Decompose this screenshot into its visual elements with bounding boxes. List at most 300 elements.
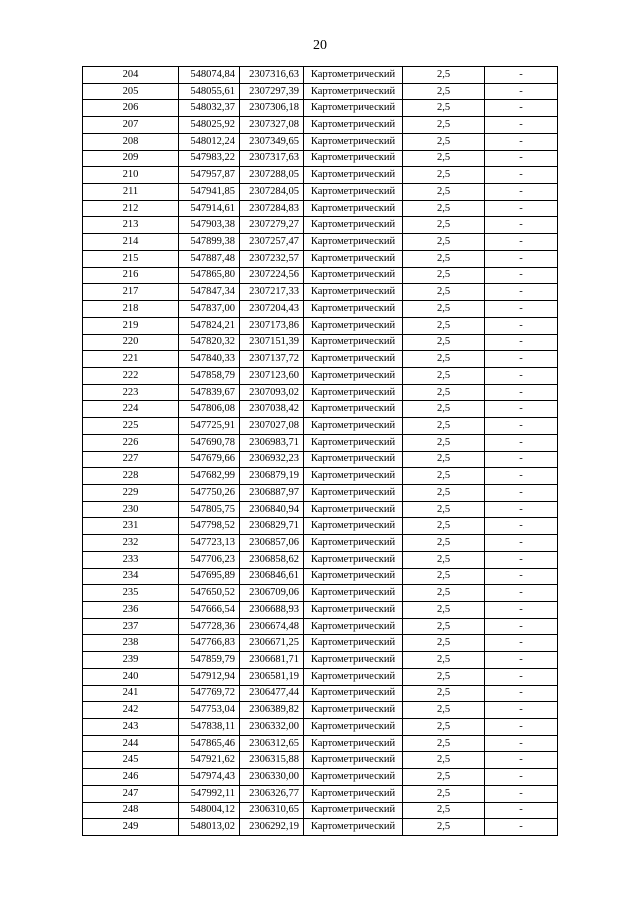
x-coordinate-cell: 547992,11 — [179, 785, 240, 802]
method-cell: Картометрический — [304, 250, 403, 267]
point-number-cell: 213 — [83, 217, 179, 234]
x-coordinate-cell: 547899,38 — [179, 234, 240, 251]
accuracy-cell: 2,5 — [403, 685, 485, 702]
table-row — [83, 284, 558, 301]
table-row — [83, 150, 558, 167]
x-coordinate-cell: 547769,72 — [179, 685, 240, 702]
method-cell: Картометрический — [304, 301, 403, 318]
table-row — [83, 668, 558, 685]
method-cell: Картометрический — [304, 150, 403, 167]
accuracy-cell: 2,5 — [403, 367, 485, 384]
table-row — [83, 301, 558, 318]
note-cell: - — [485, 418, 558, 435]
y-coordinate-cell: 2307137,72 — [240, 351, 304, 368]
y-coordinate-cell: 2307217,33 — [240, 284, 304, 301]
method-cell: Картометрический — [304, 635, 403, 652]
method-cell: Картометрический — [304, 685, 403, 702]
page-number: 20 — [313, 38, 327, 53]
y-coordinate-cell: 2306983,71 — [240, 434, 304, 451]
x-coordinate-cell: 548074,84 — [179, 67, 240, 84]
point-number-cell: 236 — [83, 602, 179, 619]
method-cell: Картометрический — [304, 785, 403, 802]
note-cell: - — [485, 267, 558, 284]
table-row — [83, 434, 558, 451]
point-number-cell: 208 — [83, 133, 179, 150]
accuracy-cell: 2,5 — [403, 117, 485, 134]
method-cell: Картометрический — [304, 117, 403, 134]
y-coordinate-cell: 2306858,62 — [240, 551, 304, 568]
x-coordinate-cell: 547723,13 — [179, 535, 240, 552]
note-cell: - — [485, 334, 558, 351]
method-cell: Картометрический — [304, 518, 403, 535]
note-cell: - — [485, 785, 558, 802]
x-coordinate-cell: 547838,11 — [179, 719, 240, 736]
point-number-cell: 223 — [83, 384, 179, 401]
note-cell: - — [485, 668, 558, 685]
note-cell: - — [485, 468, 558, 485]
method-cell: Картометрический — [304, 668, 403, 685]
note-cell: - — [485, 752, 558, 769]
method-cell: Картометрический — [304, 602, 403, 619]
x-coordinate-cell: 547798,52 — [179, 518, 240, 535]
method-cell: Картометрический — [304, 434, 403, 451]
method-cell: Картометрический — [304, 618, 403, 635]
accuracy-cell: 2,5 — [403, 100, 485, 117]
point-number-cell: 225 — [83, 418, 179, 435]
note-cell: - — [485, 284, 558, 301]
note-cell: - — [485, 367, 558, 384]
x-coordinate-cell: 547865,46 — [179, 735, 240, 752]
x-coordinate-cell: 547912,94 — [179, 668, 240, 685]
note-cell: - — [485, 719, 558, 736]
table-row — [83, 167, 558, 184]
accuracy-cell: 2,5 — [403, 501, 485, 518]
accuracy-cell: 2,5 — [403, 451, 485, 468]
table-row — [83, 769, 558, 786]
note-cell: - — [485, 351, 558, 368]
x-coordinate-cell: 547753,04 — [179, 702, 240, 719]
accuracy-cell: 2,5 — [403, 418, 485, 435]
y-coordinate-cell: 2306315,88 — [240, 752, 304, 769]
x-coordinate-cell: 547650,52 — [179, 585, 240, 602]
method-cell: Картометрический — [304, 819, 403, 836]
point-number-cell: 224 — [83, 401, 179, 418]
note-cell: - — [485, 618, 558, 635]
table-row — [83, 367, 558, 384]
x-coordinate-cell: 547974,43 — [179, 769, 240, 786]
method-cell: Картометрический — [304, 184, 403, 201]
accuracy-cell: 2,5 — [403, 769, 485, 786]
table-row — [83, 217, 558, 234]
table-row — [83, 719, 558, 736]
y-coordinate-cell: 2307093,02 — [240, 384, 304, 401]
x-coordinate-cell: 547820,32 — [179, 334, 240, 351]
method-cell: Картометрический — [304, 468, 403, 485]
note-cell: - — [485, 585, 558, 602]
x-coordinate-cell: 547865,80 — [179, 267, 240, 284]
accuracy-cell: 2,5 — [403, 184, 485, 201]
point-number-cell: 227 — [83, 451, 179, 468]
note-cell: - — [485, 702, 558, 719]
table-row — [83, 117, 558, 134]
x-coordinate-cell: 547941,85 — [179, 184, 240, 201]
x-coordinate-cell: 547957,87 — [179, 167, 240, 184]
table-row — [83, 384, 558, 401]
accuracy-cell: 2,5 — [403, 217, 485, 234]
x-coordinate-cell: 547847,34 — [179, 284, 240, 301]
method-cell: Картометрический — [304, 719, 403, 736]
point-number-cell: 239 — [83, 652, 179, 669]
method-cell: Картометрический — [304, 217, 403, 234]
table-row — [83, 735, 558, 752]
table-row — [83, 133, 558, 150]
point-number-cell: 235 — [83, 585, 179, 602]
point-number-cell: 207 — [83, 117, 179, 134]
y-coordinate-cell: 2307317,63 — [240, 150, 304, 167]
accuracy-cell: 2,5 — [403, 200, 485, 217]
y-coordinate-cell: 2307151,39 — [240, 334, 304, 351]
accuracy-cell: 2,5 — [403, 719, 485, 736]
y-coordinate-cell: 2307038,42 — [240, 401, 304, 418]
x-coordinate-cell: 548032,37 — [179, 100, 240, 117]
table-row — [83, 484, 558, 501]
note-cell: - — [485, 535, 558, 552]
table-row — [83, 568, 558, 585]
x-coordinate-cell: 547805,75 — [179, 501, 240, 518]
accuracy-cell: 2,5 — [403, 752, 485, 769]
point-number-cell: 243 — [83, 719, 179, 736]
accuracy-cell: 2,5 — [403, 250, 485, 267]
y-coordinate-cell: 2306887,97 — [240, 484, 304, 501]
coordinates-table-body — [83, 67, 558, 836]
accuracy-cell: 2,5 — [403, 301, 485, 318]
accuracy-cell: 2,5 — [403, 317, 485, 334]
x-coordinate-cell: 547750,26 — [179, 484, 240, 501]
point-number-cell: 204 — [83, 67, 179, 84]
table-row — [83, 752, 558, 769]
accuracy-cell: 2,5 — [403, 133, 485, 150]
accuracy-cell: 2,5 — [403, 568, 485, 585]
y-coordinate-cell: 2306674,48 — [240, 618, 304, 635]
x-coordinate-cell: 548013,02 — [179, 819, 240, 836]
point-number-cell: 229 — [83, 484, 179, 501]
y-coordinate-cell: 2307224,56 — [240, 267, 304, 284]
x-coordinate-cell: 547682,99 — [179, 468, 240, 485]
y-coordinate-cell: 2306846,61 — [240, 568, 304, 585]
y-coordinate-cell: 2307173,86 — [240, 317, 304, 334]
note-cell: - — [485, 635, 558, 652]
note-cell: - — [485, 150, 558, 167]
x-coordinate-cell: 547859,79 — [179, 652, 240, 669]
point-number-cell: 206 — [83, 100, 179, 117]
note-cell: - — [485, 184, 558, 201]
point-number-cell: 212 — [83, 200, 179, 217]
table-row — [83, 418, 558, 435]
y-coordinate-cell: 2307257,47 — [240, 234, 304, 251]
table-row — [83, 451, 558, 468]
x-coordinate-cell: 548025,92 — [179, 117, 240, 134]
y-coordinate-cell: 2306879,19 — [240, 468, 304, 485]
table-row — [83, 100, 558, 117]
table-row — [83, 551, 558, 568]
note-cell: - — [485, 100, 558, 117]
accuracy-cell: 2,5 — [403, 551, 485, 568]
method-cell: Картометрический — [304, 769, 403, 786]
x-coordinate-cell: 547690,78 — [179, 434, 240, 451]
x-coordinate-cell: 547914,61 — [179, 200, 240, 217]
x-coordinate-cell: 547903,38 — [179, 217, 240, 234]
y-coordinate-cell: 2306310,65 — [240, 802, 304, 819]
note-cell: - — [485, 518, 558, 535]
point-number-cell: 217 — [83, 284, 179, 301]
method-cell: Картометрический — [304, 133, 403, 150]
coordinates-table — [82, 66, 558, 836]
x-coordinate-cell: 547887,48 — [179, 250, 240, 267]
point-number-cell: 240 — [83, 668, 179, 685]
point-number-cell: 215 — [83, 250, 179, 267]
method-cell: Картометрический — [304, 401, 403, 418]
accuracy-cell: 2,5 — [403, 535, 485, 552]
y-coordinate-cell: 2307204,43 — [240, 301, 304, 318]
note-cell: - — [485, 217, 558, 234]
table-row — [83, 819, 558, 836]
point-number-cell: 249 — [83, 819, 179, 836]
x-coordinate-cell: 547839,67 — [179, 384, 240, 401]
accuracy-cell: 2,5 — [403, 618, 485, 635]
point-number-cell: 211 — [83, 184, 179, 201]
table-row — [83, 334, 558, 351]
accuracy-cell: 2,5 — [403, 785, 485, 802]
y-coordinate-cell: 2307297,39 — [240, 83, 304, 100]
table-row — [83, 200, 558, 217]
point-number-cell: 234 — [83, 568, 179, 585]
table-row — [83, 802, 558, 819]
method-cell: Картометрический — [304, 334, 403, 351]
y-coordinate-cell: 2306681,71 — [240, 652, 304, 669]
accuracy-cell: 2,5 — [403, 284, 485, 301]
accuracy-cell: 2,5 — [403, 802, 485, 819]
table-row — [83, 585, 558, 602]
point-number-cell: 220 — [83, 334, 179, 351]
x-coordinate-cell: 548055,61 — [179, 83, 240, 100]
y-coordinate-cell: 2307279,27 — [240, 217, 304, 234]
y-coordinate-cell: 2307349,65 — [240, 133, 304, 150]
y-coordinate-cell: 2306389,82 — [240, 702, 304, 719]
x-coordinate-cell: 547666,54 — [179, 602, 240, 619]
x-coordinate-cell: 547921,62 — [179, 752, 240, 769]
accuracy-cell: 2,5 — [403, 434, 485, 451]
accuracy-cell: 2,5 — [403, 401, 485, 418]
point-number-cell: 242 — [83, 702, 179, 719]
note-cell: - — [485, 802, 558, 819]
note-cell: - — [485, 652, 558, 669]
table-row — [83, 250, 558, 267]
accuracy-cell: 2,5 — [403, 384, 485, 401]
x-coordinate-cell: 547766,83 — [179, 635, 240, 652]
accuracy-cell: 2,5 — [403, 484, 485, 501]
note-cell: - — [485, 117, 558, 134]
table-row — [83, 685, 558, 702]
method-cell: Картометрический — [304, 585, 403, 602]
x-coordinate-cell: 547858,79 — [179, 367, 240, 384]
table-row — [83, 518, 558, 535]
point-number-cell: 245 — [83, 752, 179, 769]
accuracy-cell: 2,5 — [403, 819, 485, 836]
y-coordinate-cell: 2306932,23 — [240, 451, 304, 468]
point-number-cell: 230 — [83, 501, 179, 518]
y-coordinate-cell: 2306477,44 — [240, 685, 304, 702]
point-number-cell: 246 — [83, 769, 179, 786]
table-row — [83, 535, 558, 552]
method-cell: Картометрический — [304, 568, 403, 585]
x-coordinate-cell: 547840,33 — [179, 351, 240, 368]
method-cell: Картометрический — [304, 167, 403, 184]
y-coordinate-cell: 2307284,05 — [240, 184, 304, 201]
x-coordinate-cell: 548004,12 — [179, 802, 240, 819]
y-coordinate-cell: 2307123,60 — [240, 367, 304, 384]
note-cell: - — [485, 234, 558, 251]
note-cell: - — [485, 133, 558, 150]
note-cell: - — [485, 384, 558, 401]
table-row — [83, 184, 558, 201]
note-cell: - — [485, 769, 558, 786]
table-row — [83, 267, 558, 284]
x-coordinate-cell: 547728,36 — [179, 618, 240, 635]
table-row — [83, 351, 558, 368]
method-cell: Картометрический — [304, 501, 403, 518]
table-row — [83, 468, 558, 485]
method-cell: Картометрический — [304, 267, 403, 284]
method-cell: Картометрический — [304, 83, 403, 100]
y-coordinate-cell: 2306671,25 — [240, 635, 304, 652]
method-cell: Картометрический — [304, 418, 403, 435]
point-number-cell: 210 — [83, 167, 179, 184]
table-row — [83, 652, 558, 669]
point-number-cell: 248 — [83, 802, 179, 819]
method-cell: Картометрический — [304, 735, 403, 752]
table-row — [83, 83, 558, 100]
point-number-cell: 214 — [83, 234, 179, 251]
method-cell: Картометрический — [304, 752, 403, 769]
x-coordinate-cell: 547983,22 — [179, 150, 240, 167]
y-coordinate-cell: 2306292,19 — [240, 819, 304, 836]
method-cell: Картометрический — [304, 551, 403, 568]
y-coordinate-cell: 2306581,19 — [240, 668, 304, 685]
y-coordinate-cell: 2306840,94 — [240, 501, 304, 518]
accuracy-cell: 2,5 — [403, 518, 485, 535]
note-cell: - — [485, 301, 558, 318]
table-row — [83, 67, 558, 84]
accuracy-cell: 2,5 — [403, 83, 485, 100]
note-cell: - — [485, 67, 558, 84]
y-coordinate-cell: 2306688,93 — [240, 602, 304, 619]
note-cell: - — [485, 568, 558, 585]
table-row — [83, 317, 558, 334]
accuracy-cell: 2,5 — [403, 234, 485, 251]
note-cell: - — [485, 501, 558, 518]
method-cell: Картометрический — [304, 100, 403, 117]
y-coordinate-cell: 2307232,57 — [240, 250, 304, 267]
y-coordinate-cell: 2307288,05 — [240, 167, 304, 184]
note-cell: - — [485, 451, 558, 468]
note-cell: - — [485, 685, 558, 702]
note-cell: - — [485, 484, 558, 501]
method-cell: Картометрический — [304, 802, 403, 819]
accuracy-cell: 2,5 — [403, 652, 485, 669]
note-cell: - — [485, 602, 558, 619]
method-cell: Картометрический — [304, 367, 403, 384]
point-number-cell: 233 — [83, 551, 179, 568]
y-coordinate-cell: 2306312,65 — [240, 735, 304, 752]
note-cell: - — [485, 250, 558, 267]
y-coordinate-cell: 2306857,06 — [240, 535, 304, 552]
point-number-cell: 237 — [83, 618, 179, 635]
point-number-cell: 228 — [83, 468, 179, 485]
method-cell: Картометрический — [304, 67, 403, 84]
point-number-cell: 222 — [83, 367, 179, 384]
table-row — [83, 234, 558, 251]
method-cell: Картометрический — [304, 702, 403, 719]
y-coordinate-cell: 2306326,77 — [240, 785, 304, 802]
method-cell: Картометрический — [304, 284, 403, 301]
method-cell: Картометрический — [304, 484, 403, 501]
x-coordinate-cell: 547806,08 — [179, 401, 240, 418]
x-coordinate-cell: 547706,23 — [179, 551, 240, 568]
table-row — [83, 618, 558, 635]
accuracy-cell: 2,5 — [403, 351, 485, 368]
table-row — [83, 635, 558, 652]
accuracy-cell: 2,5 — [403, 334, 485, 351]
x-coordinate-cell: 548012,24 — [179, 133, 240, 150]
accuracy-cell: 2,5 — [403, 635, 485, 652]
y-coordinate-cell: 2306829,71 — [240, 518, 304, 535]
method-cell: Картометрический — [304, 200, 403, 217]
y-coordinate-cell: 2307306,18 — [240, 100, 304, 117]
accuracy-cell: 2,5 — [403, 585, 485, 602]
method-cell: Картометрический — [304, 535, 403, 552]
table-row — [83, 501, 558, 518]
note-cell: - — [485, 167, 558, 184]
accuracy-cell: 2,5 — [403, 668, 485, 685]
y-coordinate-cell: 2306709,06 — [240, 585, 304, 602]
point-number-cell: 209 — [83, 150, 179, 167]
y-coordinate-cell: 2307284,83 — [240, 200, 304, 217]
accuracy-cell: 2,5 — [403, 67, 485, 84]
point-number-cell: 205 — [83, 83, 179, 100]
x-coordinate-cell: 547725,91 — [179, 418, 240, 435]
accuracy-cell: 2,5 — [403, 150, 485, 167]
x-coordinate-cell: 547837,00 — [179, 301, 240, 318]
note-cell: - — [485, 434, 558, 451]
y-coordinate-cell: 2306332,00 — [240, 719, 304, 736]
point-number-cell: 221 — [83, 351, 179, 368]
point-number-cell: 216 — [83, 267, 179, 284]
y-coordinate-cell: 2306330,00 — [240, 769, 304, 786]
accuracy-cell: 2,5 — [403, 602, 485, 619]
table-row — [83, 401, 558, 418]
table-row — [83, 602, 558, 619]
y-coordinate-cell: 2307027,08 — [240, 418, 304, 435]
table-row — [83, 702, 558, 719]
point-number-cell: 238 — [83, 635, 179, 652]
point-number-cell: 247 — [83, 785, 179, 802]
note-cell: - — [485, 200, 558, 217]
note-cell: - — [485, 551, 558, 568]
method-cell: Картометрический — [304, 317, 403, 334]
method-cell: Картометрический — [304, 652, 403, 669]
point-number-cell: 244 — [83, 735, 179, 752]
x-coordinate-cell: 547679,66 — [179, 451, 240, 468]
